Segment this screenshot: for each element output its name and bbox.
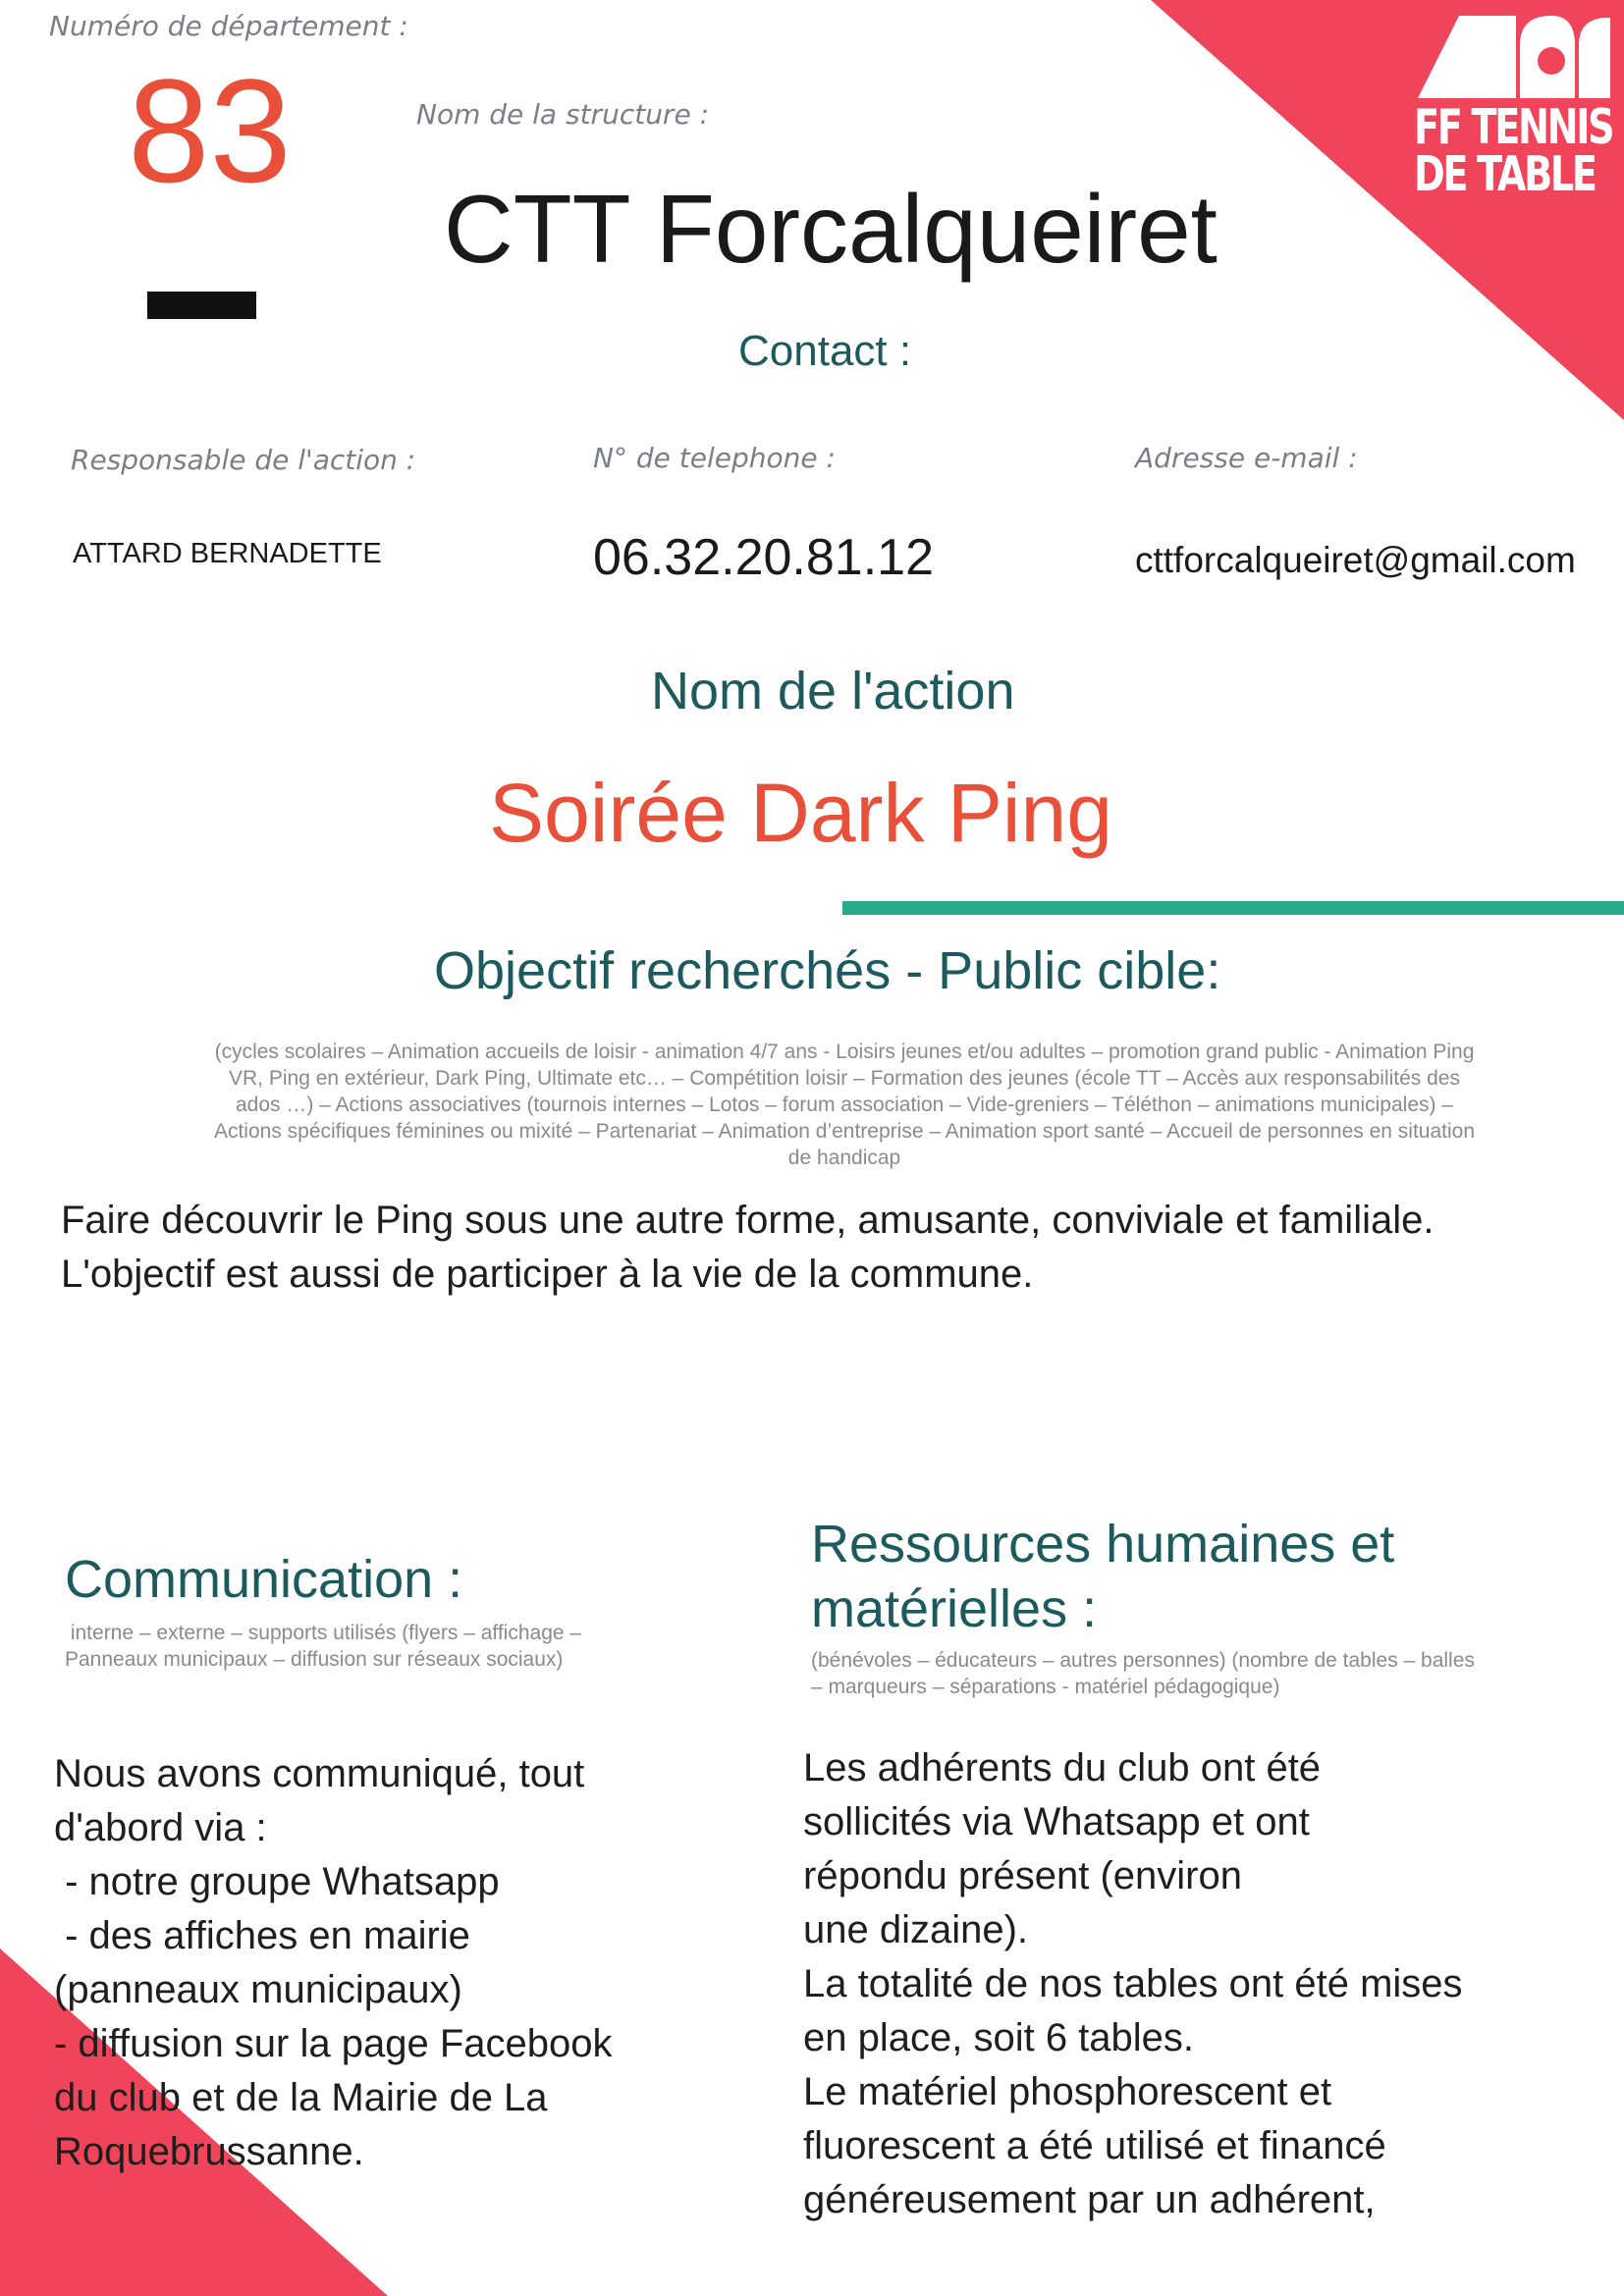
communication-text-line: - diffusion sur la page Facebook: [54, 2022, 613, 2065]
department-label: Numéro de département :: [49, 10, 408, 42]
communication-text-line: du club et de la Mairie de La: [54, 2076, 548, 2119]
resources-text-line: La totalité de nos tables ont été mises: [803, 1962, 1463, 2005]
communication-heading: Communication :: [65, 1550, 463, 1609]
phone-value: 06.32.20.81.12: [593, 529, 934, 586]
objective-text-line: Faire découvrir le Ping sous une autre forme, amusante, conviviale et familiale.: [61, 1199, 1435, 1242]
resources-text-line: répondu présent (environ: [803, 1854, 1242, 1897]
structure-name: CTT Forcalqueiret: [444, 175, 1218, 283]
objective-hint-line: Actions spécifiques féminines ou mixité – Partenariat – Animation d’entreprise – Animation sport santé – Accueil de personnes en situation: [213, 1120, 1476, 1143]
resources-heading-line: Ressources humaines et: [811, 1515, 1395, 1574]
responsible-label: Responsable de l'action :: [71, 444, 416, 476]
objective-text: [61, 1194, 1593, 1302]
objective-hint: [147, 1039, 1542, 1171]
resources-text: [803, 1741, 1589, 2242]
department-number: 83: [128, 48, 292, 213]
resources-text-line: Les adhérents du club ont été: [803, 1746, 1322, 1789]
communication-hint-line: Panneaux municipaux – diffusion sur réseaux sociaux): [65, 1648, 564, 1671]
resources-text-line: Le matériel phosphorescent et: [803, 2070, 1332, 2113]
communication-text-line: d'abord via :: [54, 1806, 267, 1849]
objective-text-line: L'objectif est aussi de participer à la vie de la commune.: [61, 1253, 1034, 1296]
communication-text-line: - des affiches en mairie: [54, 1914, 470, 1957]
resources-text-line: une dizaine).: [803, 1908, 1029, 1951]
phone-label: N° de telephone :: [593, 442, 836, 474]
communication-hint: [65, 1620, 693, 1673]
objective-hint-line: VR, Ping en extérieur, Dark Ping, Ultimate etc… – Compétition loisir – Formation des jeunes (école TT – Accès aux responsabilités des: [229, 1067, 1460, 1090]
fftt-logo-text: [1414, 99, 1613, 202]
objective-hint-line: ados …) – Actions associatives (tournois internes – Lotos – forum association – Vide-greniers – Téléthon – animations municipales) –: [235, 1094, 1454, 1116]
objective-hint-line: (cycles scolaires – Animation accueils de loisir - animation 4/7 ans - Loisirs jeunes et/ou adultes – promotion grand public - Animation Ping: [214, 1041, 1475, 1063]
resources-hint-line: – marqueurs – séparations - matériel pédagogique): [811, 1676, 1280, 1698]
communication-text-line: Nous avons communiqué, tout: [54, 1752, 585, 1795]
fftt-logo: [1414, 16, 1613, 212]
resources-hint: [811, 1647, 1597, 1700]
action-name: Soirée Dark Ping: [489, 767, 1112, 859]
resources-heading-line: matérielles :: [811, 1579, 1098, 1638]
communication-text-line: - notre groupe Whatsapp: [54, 1860, 500, 1903]
structure-label: Nom de la structure :: [416, 98, 710, 131]
resources-text-line: généreusement par un adhérent,: [803, 2178, 1376, 2221]
responsible-value: ATTARD BERNADETTE: [73, 538, 382, 569]
communication-text: [54, 1747, 682, 2179]
communication-hint-line: interne – externe – supports utilisés (flyers – affichage –: [65, 1622, 582, 1644]
resources-text-line: sollicités via Whatsapp et ont: [803, 1800, 1310, 1843]
communication-text-line: Roquebrussanne.: [54, 2130, 364, 2173]
fftt-logo-line1: FF TENNIS: [1414, 99, 1613, 155]
redaction-bar: [147, 292, 256, 319]
email-label: Adresse e-mail :: [1135, 442, 1358, 474]
objective-hint-line: de handicap: [787, 1147, 901, 1169]
resources-text-line: en place, soit 6 tables.: [803, 2016, 1195, 2059]
communication-text-line: (panneaux municipaux): [54, 1968, 462, 2011]
action-heading: Nom de l'action: [651, 662, 1015, 721]
resources-heading: [811, 1512, 1394, 1641]
resources-hint-line: (bénévoles – éducateurs – autres personnes) (nombre de tables – balles: [811, 1649, 1475, 1672]
contact-heading: Contact :: [738, 327, 912, 375]
objective-heading: Objectif recherchés - Public cible:: [434, 941, 1221, 1000]
fftt-logo-line2: DE TABLE: [1414, 146, 1596, 202]
email-value: cttforcalqueiret@gmail.com: [1135, 540, 1576, 580]
green-rule: [842, 901, 1624, 915]
fftt-logo-mark-icon: [1418, 16, 1610, 100]
resources-text-line: fluorescent a été utilisé et financé: [803, 2124, 1386, 2167]
